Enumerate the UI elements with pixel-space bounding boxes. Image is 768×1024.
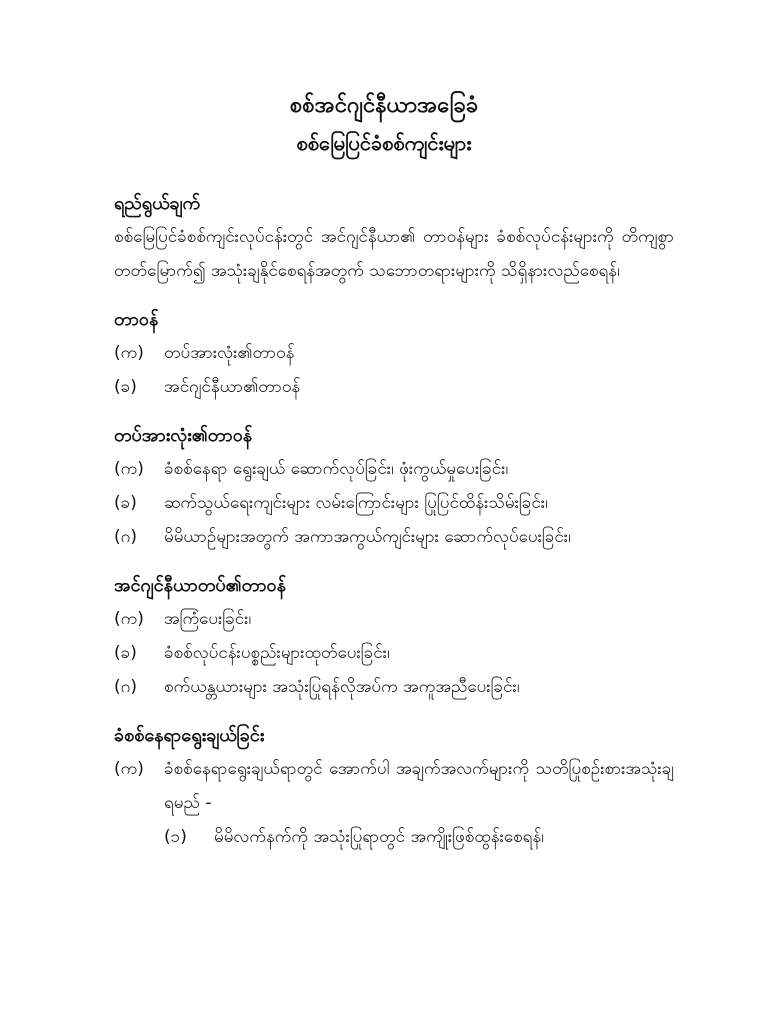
- sub-list-item-text: မိမိလက်နက်ကို အသုံးပြုရာတွင် အကျိုးဖြစ်ထွန်းစေရန်၊: [214, 827, 544, 847]
- section-all-units-duties: [114, 420, 674, 554]
- list-marker: (ဂ): [114, 677, 137, 697]
- section-purpose: [114, 188, 674, 288]
- sub-list-marker: (၁): [164, 827, 187, 847]
- list-marker: (က): [114, 609, 144, 629]
- list-item-text: စက်ယန္တယားများ အသုံးပြုရန်လိုအပ်က အကူအညီပေးခြင်း၊: [164, 677, 520, 697]
- list-marker: (ဂ): [114, 527, 137, 547]
- list-item: [114, 520, 674, 554]
- document-body: [114, 188, 674, 854]
- section-duties: [114, 304, 674, 404]
- sub-list-item: [114, 820, 674, 854]
- list-item: [114, 370, 674, 404]
- list-item: [114, 752, 674, 820]
- list-item-text: တပ်အားလုံး၏တာဝန်: [164, 343, 295, 363]
- list-item-text: အင်ဂျင်နီယာ၏တာဝန်: [164, 377, 301, 397]
- list-item: [114, 452, 674, 486]
- list-marker: (က): [114, 343, 144, 363]
- list-item: [114, 636, 674, 670]
- document-subtitle: စစ်မြေပြင်ခံစစ်ကျင်းများ: [296, 131, 472, 155]
- section-paragraph: စစ်မြေပြင်ခံစစ်ကျင်းလုပ်ငန်းတွင် အင်ဂျင်နီယာ၏ တာဝန်များ ခံစစ်လုပ်ငန်းများကို တိကျစွာတတ်မြောက်၍ အသုံးချနိုင်စေရန်အတွက် သဘောတရားများကို သိရှိနားလည်စေရန်၊: [114, 227, 674, 281]
- section-heading: ရည်ရွယ်ချက်: [114, 193, 201, 214]
- section-heading: အင်ဂျင်နီယာတပ်၏တာဝန်: [114, 575, 286, 596]
- list-marker: (ခ): [114, 493, 137, 513]
- section-heading: တာဝန်: [114, 309, 159, 330]
- section-engineer-duties: [114, 570, 674, 704]
- list-item: [114, 336, 674, 370]
- list-item-text: အကြံပေးခြင်း၊: [164, 609, 252, 629]
- list-item-text: ခံစစ်လုပ်ငန်းပစ္စည်းများထုတ်ပေးခြင်း၊: [164, 643, 390, 663]
- list-item-text: မိမိယာဉ်များအတွက် အကာအကွယ်ကျင်းများ ဆောက်လုပ်ပေးခြင်း၊: [164, 527, 571, 547]
- section-position-selection: [114, 720, 674, 854]
- list-item: [114, 602, 674, 636]
- section-heading: တပ်အားလုံး၏တာဝန်: [114, 425, 253, 446]
- document-title: စစ်အင်ဂျင်နီယာအခြေခံ: [289, 93, 479, 118]
- list-marker: (က): [114, 459, 144, 479]
- section-heading: ခံစစ်နေရာရွေးချယ်ခြင်း: [114, 725, 265, 746]
- list-item-text: ခံစစ်နေရာ ရွေးချယ် ဆောက်လုပ်ခြင်း၊ ဖုံးကွယ်မှုပေးခြင်း၊: [164, 459, 509, 479]
- list-marker: (က): [114, 759, 144, 779]
- list-marker: (ခ): [114, 643, 137, 663]
- list-marker: (ခ): [114, 377, 137, 397]
- list-item: [114, 486, 674, 520]
- list-item-text: ဆက်သွယ်ရေးကျင်းများ လမ်းကြောင်းများ ပြုပြင်ထိန်းသိမ်းခြင်း၊: [164, 493, 548, 513]
- list-item-text: ခံစစ်နေရာရွေးချယ်ရာတွင် အောက်ပါ အချက်အလက်များကို သတိပြုစဉ်းစားအသုံးချရမည် -: [164, 759, 674, 813]
- list-item: [114, 670, 674, 704]
